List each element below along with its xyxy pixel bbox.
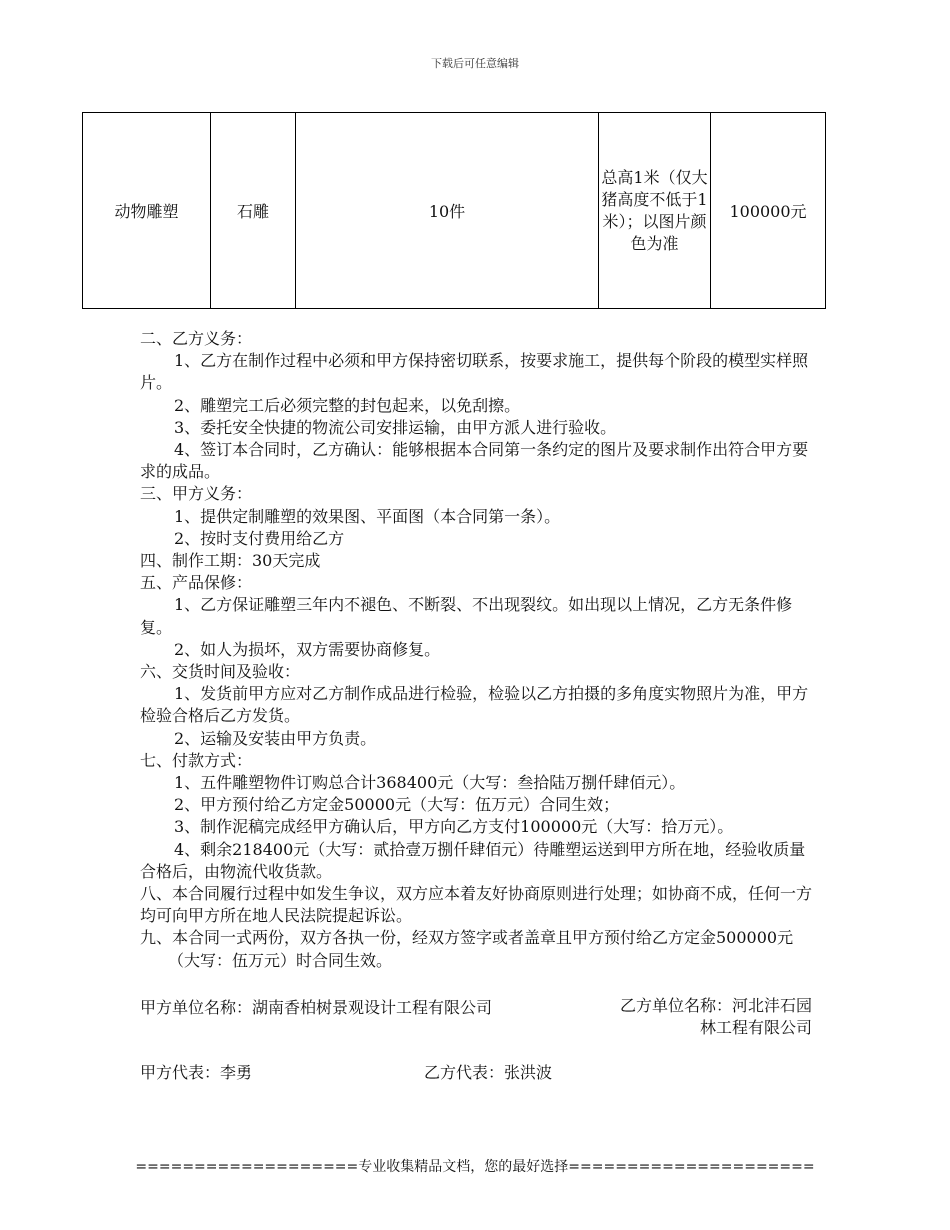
cell-material: 石雕 <box>211 113 296 309</box>
clause-item: 2、甲方预付给乙方定金50000元（大写：伍万元）合同生效； <box>174 795 620 815</box>
party-b-unit-line1: 乙方单位名称：河北沣石园 <box>619 996 812 1015</box>
cell-quantity: 10件 <box>296 113 599 309</box>
clause-heading: 八、本合同履行过程中如发生争议，双方应本着友好协商原则进行处理；如协商不成，任何一方均可向甲方所在地人民法院提起诉讼。 <box>140 884 813 926</box>
clause-heading: 五、产品保修： <box>140 573 253 593</box>
cell-product-name: 动物雕塑 <box>83 113 211 309</box>
table-row <box>83 113 826 309</box>
clause-item: 1、五件雕塑物件订购总合计368400元（大写：叁拾陆万捌仟肆佰元）。 <box>174 773 686 793</box>
clause-heading: 九、本合同一式两份，双方各执一份，经双方签字或者盖章且甲方预付给乙方定金500000元（大写：伍万元）时合同生效。 <box>140 928 794 970</box>
clause-item: 1、发货前甲方应对乙方制作成品进行检验，检验以乙方拍摄的多角度实物照片为准，甲方检验合格后乙方发货。 <box>140 684 809 726</box>
clause-item: 1、乙方保证雕塑三年内不褪色、不断裂、不出现裂纹。如出现以上情况，乙方无条件修复。 <box>140 595 793 637</box>
contract-clauses <box>140 328 812 972</box>
clause-heading: 二、乙方义务： <box>140 329 253 348</box>
clause-heading: 七、付款方式： <box>140 750 253 770</box>
clause-heading: 四、制作工期：30天完成 <box>140 551 321 571</box>
cell-size: 总高1米（仅大猪高度不低于1米）；以图片颜色为准 <box>599 113 711 309</box>
page-footer: ===================专业收集精品文档，您的最好选择===================== <box>135 1159 815 1175</box>
party-b-representative: 乙方代表：张洪波 <box>424 1063 553 1082</box>
product-table <box>82 112 826 309</box>
clause-item: 1、乙方在制作过程中必须和甲方保持密切联系，按要求施工，提供每个阶段的模型实样照片。 <box>140 351 809 393</box>
clause-item: 2、按时支付费用给乙方 <box>174 528 345 548</box>
clause-item: 3、制作泥稿完成经甲方确认后，甲方向乙方支付100000元（大写：拾万元）。 <box>174 817 734 837</box>
party-b-unit-line2: 林工程有限公司 <box>699 1018 812 1037</box>
clause-item: 4、剩余218400元（大写：贰拾壹万捌仟肆佰元）待雕塑运送到甲方所在地，经验收质量合格后，由物流代收货款。 <box>140 839 806 881</box>
clause-heading: 六、交货时间及验收： <box>140 662 301 682</box>
party-a-unit: 甲方单位名称：湖南香柏树景观设计工程有限公司 <box>140 998 493 1017</box>
page-header: 下载后可任意编辑 <box>431 57 519 70</box>
cell-price: 100000元 <box>711 113 826 309</box>
clause-item: 2、雕塑完工后必须完整的封包起来，以免刮擦。 <box>174 395 521 415</box>
clause-heading: 三、甲方义务： <box>140 484 253 504</box>
party-a-representative: 甲方代表：李勇 <box>140 1063 253 1082</box>
party-b-unit <box>582 995 812 1039</box>
clause-item: 1、提供定制雕塑的效果图、平面图（本合同第一条）。 <box>174 506 561 526</box>
clause-item: 2、如人为损坏，双方需要协商修复。 <box>174 639 441 659</box>
clause-item: 4、签订本合同时，乙方确认：能够根据本合同第一条约定的图片及要求制作出符合甲方要求的成品。 <box>140 440 809 482</box>
clause-item: 3、委托安全快捷的物流公司安排运输，由甲方派人进行验收。 <box>174 417 617 437</box>
clause-item: 2、运输及安装由甲方负责。 <box>174 728 377 748</box>
